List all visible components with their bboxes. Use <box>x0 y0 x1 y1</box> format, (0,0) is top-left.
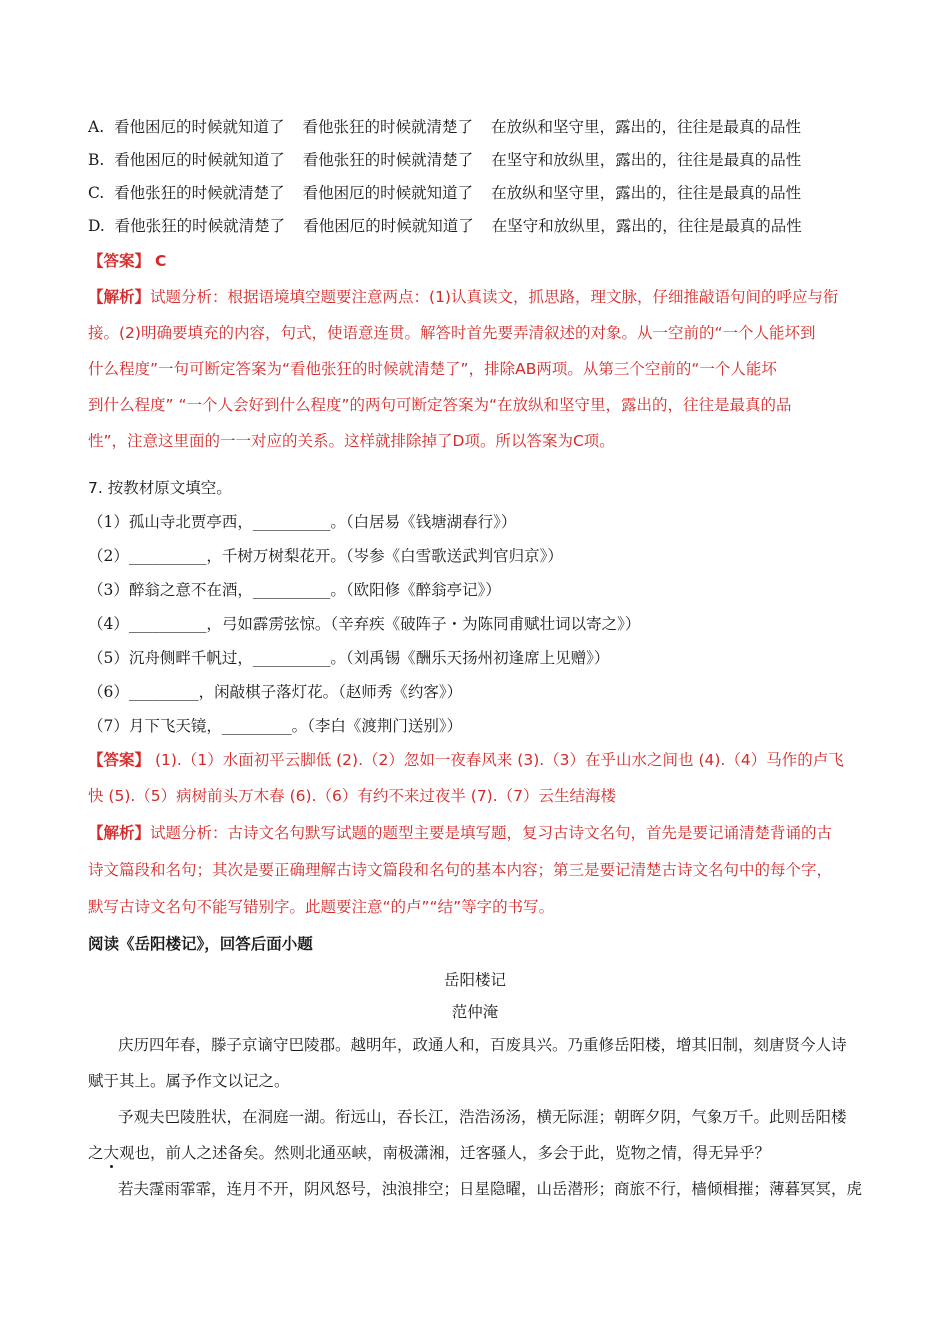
question-7-item: （6）_________，闲敲棋子落灯花。（赵师秀《约客》） <box>88 683 463 701</box>
option-b: B. 看他困厄的时候就知道了 看他张狂的时候就清楚了 在坚守和放纵里，露出的，往往是最真的品性 <box>88 151 802 169</box>
answer-6 <box>88 250 166 272</box>
answer-7-line-2: 快 (5).（5）病树前头万木春 (6).（6）有约不来过夜半 (7).（7）云生结海楼 <box>88 787 617 805</box>
question-7-item: （4）__________，弓如霹雳弦惊。（辛弃疾《破阵子・为陈同甫赋壮词以寄之》） <box>88 615 641 633</box>
question-7-title: 7. 按教材原文填空。 <box>88 479 232 497</box>
option-a: A. 看他困厄的时候就知道了 看他张狂的时候就清楚了 在放纵和坚守里，露出的，往往是最真的品性 <box>88 118 802 136</box>
answer-tag: 【答案】 <box>88 751 151 769</box>
answer-value: C <box>154 252 167 270</box>
answer-7-line-1: 【答案】 (1).（1）水面初平云脚低 (2).（2）忽如一夜春风来 (3).（3）在乎山水之间也 (4).（4）马作的卢飞 <box>88 751 844 769</box>
question-7-item: （1）孤山寺北贾亭西，__________。（白居易《钱塘湖春行》） <box>88 513 517 531</box>
analysis-6-line-3: 什么程度”一句可断定答案为“看他张狂的时候就清楚了”，排除AB两项。从第三个空前的“一个人能坏 <box>88 360 777 378</box>
essay-paragraph-1-cont: 赋于其上。属予作文以记之。 <box>88 1072 290 1090</box>
essay-paragraph-2-cont: 之大观也，前人之述备矣。然则北通巫峡，南极潇湘，迁客骚人，多会于此，览物之情，得无异乎？ <box>88 1144 771 1162</box>
analysis-6-line-4: 到什么程度” “一个人会好到什么程度”的两句可断定答案为“在放纵和坚守里，露出的，往往是最真的品 <box>88 396 792 414</box>
analysis-6-line-5: 性”，注意这里面的一一对应的关系。这样就排除掉了D项。所以答案为C项。 <box>88 432 615 450</box>
analysis-7-line-3: 默写古诗文名句不能写错别字。此题要注意“的卢”“结”等字的书写。 <box>88 898 555 916</box>
question-7-item: （3）醉翁之意不在酒，__________。（欧阳修《醉翁亭记》） <box>88 581 501 599</box>
question-7-item: （2）__________，千树万树梨花开。（岑参《白雪歌送武判官归京》） <box>88 547 563 565</box>
question-7-item: （5）沉舟侧畔千帆过，__________。（刘禹锡《酬乐天扬州初逢席上见赠》） <box>88 649 610 667</box>
analysis-6-line-1: 【解析】试题分析：根据语境填空题要注意两点：(1)认真读文，抓思路，理文脉，仔细推敲语句间的呼应与衔 <box>88 288 839 306</box>
essay-title: 岳阳楼记 <box>443 971 506 989</box>
reading-heading: 阅读《岳阳楼记》，回答后面小题 <box>88 935 313 953</box>
essay-paragraph-1: 庆历四年春，滕子京谪守巴陵郡。越明年，政通人和，百废具兴。乃重修岳阳楼，增其旧制，刻唐贤今人诗 <box>118 1036 847 1054</box>
analysis-tag: 【解析】 <box>88 824 151 842</box>
essay-paragraph-3: 若夫霪雨霏霏，连月不开，阴风怒号，浊浪排空；日星隐曜，山岳潜形；商旅不行，樯倾楫摧；薄暮冥冥，虎 <box>118 1180 863 1198</box>
analysis-6-line-2: 接。(2)明确要填充的内容，句式，使语意连贯。解答时首先要弄清叙述的对象。从一空前的“一个人能坏到 <box>88 324 816 342</box>
analysis-7-line-1: 【解析】试题分析：古诗文名句默写试题的题型主要是填写题，复习古诗文名句，首先是要记诵清楚背诵的古 <box>88 824 833 842</box>
emphasis-dot-char: 大 <box>103 1144 120 1162</box>
essay-author: 范仲淹 <box>451 1003 499 1021</box>
essay-paragraph-2: 予观夫巴陵胜状，在洞庭一湖。衔远山，吞长江，浩浩汤汤，横无际涯；朝晖夕阴，气象万千。此则岳阳楼 <box>118 1108 847 1126</box>
question-7-item: （7）月下飞天镜，_________。（李白《渡荆门送别》） <box>88 717 463 735</box>
analysis-tag: 【解析】 <box>88 288 151 306</box>
analysis-7-line-2: 诗文篇段和名句；其次是要正确理解古诗文篇段和名句的基本内容；第三是要记清楚古诗文名句中的每个字， <box>88 861 833 879</box>
option-c: C. 看他张狂的时候就清楚了 看他困厄的时候就知道了 在放纵和坚守里，露出的，往往是最真的品性 <box>88 184 802 202</box>
answer-tag: 【答案】 <box>88 252 151 270</box>
option-d: D. 看他张狂的时候就清楚了 看他困厄的时候就知道了 在坚守和放纵里，露出的，往往是最真的品性 <box>88 217 802 235</box>
